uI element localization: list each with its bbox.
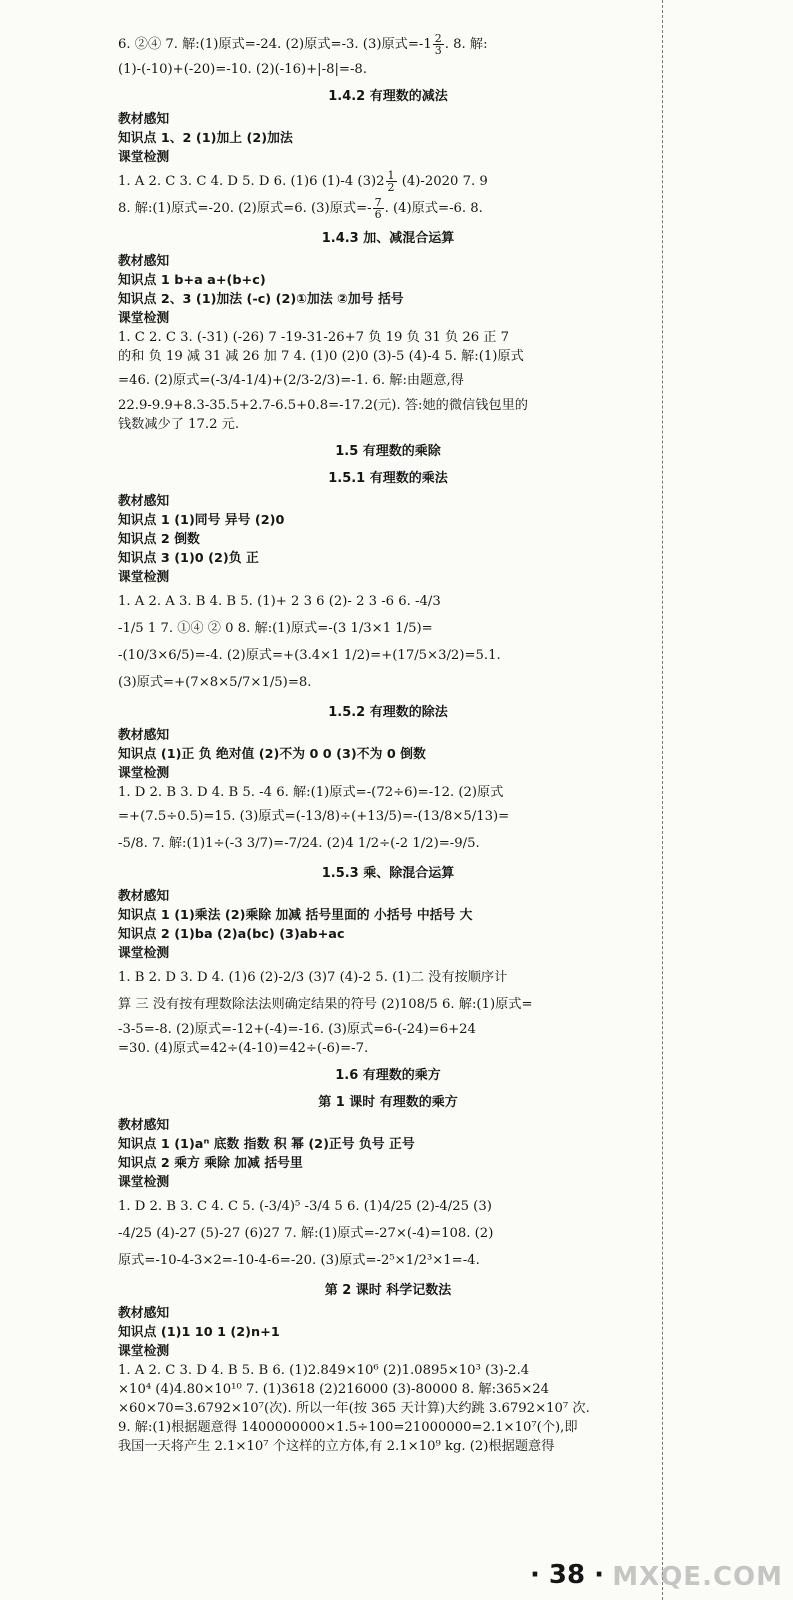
section-title: 1.5.2 有理数的除法 [328, 705, 448, 720]
section-title: 1.4.2 有理数的减法 [328, 89, 448, 104]
text-line: -1/5 1 7. ①④ ② 0 8. 解:(1)原式=-(3 1/3×1 1/5)= [118, 621, 433, 636]
subheading: 课堂检测 [118, 1175, 170, 1190]
subheading: 教材感知 [118, 112, 170, 127]
text-line: 9. 解:(1)根据题意得 1400000000×1.5÷100=21000000=2.1×10⁷(个),即 [118, 1420, 578, 1435]
section-title: 1.5.1 有理数的乘法 [328, 471, 448, 486]
subheading: 课堂检测 [118, 946, 170, 961]
text-line: 22.9-9.9+8.3-35.5+2.7-6.5+0.8=-17.2(元). 答:她的微信钱包里的 [118, 398, 528, 413]
knowledge-point: 知识点 2、3 (1)加法 (-c) (2)①加法 ②加号 括号 [118, 292, 404, 307]
knowledge-point: 知识点 2 倒数 [118, 532, 200, 547]
text-line [118, 33, 658, 57]
text-line: -(10/3×6/5)=-4. (2)原式=+(3.4×1 1/2)=+(17/5×3/2)=5.1. [118, 648, 501, 663]
knowledge-point: 知识点 1 (1)同号 异号 (2)0 [118, 513, 285, 528]
subheading: 教材感知 [118, 254, 170, 269]
answer-page [118, 30, 658, 1456]
knowledge-point: 知识点 1 (1)乘法 (2)乘除 加减 括号里面的 小括号 中括号 大 [118, 908, 473, 923]
text-line: -5/8. 7. 解:(1)1÷(-3 3/7)=-7/24. (2)4 1/2÷(-2 1/2)=-9/5. [118, 836, 480, 851]
subheading: 课堂检测 [118, 766, 170, 781]
section-title: 1.6 有理数的乘方 [335, 1068, 441, 1083]
text: . 8. 解: [444, 37, 488, 52]
watermark-logo: MXQE.COM [612, 1562, 783, 1592]
subheading: 教材感知 [118, 1118, 170, 1133]
text-line: 1. A 2. C 3. C 4. D 5. D 6. (1)6 (1)-4 (3)2 $\frac{1}{2}$ (4)-2020 7. 9 [118, 169, 488, 194]
text-line: -4/25 (4)-27 (5)-27 (6)27 7. 解:(1)原式=-27×(-4)=108. (2) [118, 1226, 494, 1241]
knowledge-point: 知识点 2 乘方 乘除 加减 括号里 [118, 1156, 303, 1171]
fraction: $\frac{2}{3}$ [434, 32, 442, 57]
section-title: 1.5 有理数的乘除 [335, 444, 441, 459]
text-line: 1. D 2. B 3. D 4. B 5. -4 6. 解:(1)原式=-(72÷6)=-12. (2)原式 [118, 785, 504, 800]
knowledge-point: 知识点 2 (1)ba (2)a(bc) (3)ab+ac [118, 927, 345, 942]
text-line: =30. (4)原式=42÷(4-10)=42÷(-6)=-7. [118, 1041, 369, 1056]
text: 6. ②④ 7. 解:(1)原式=-24. (2)原式=-3. (3)原式=-1 [118, 37, 432, 52]
knowledge-point: 知识点 1、2 (1)加上 (2)加法 [118, 131, 293, 146]
fraction: $\frac{7}{6}$ [374, 196, 382, 221]
knowledge-point: 知识点 1 (1)aⁿ 底数 指数 积 幂 (2)正号 负号 正号 [118, 1137, 415, 1152]
section-title: 第 2 课时 科学记数法 [324, 1283, 452, 1298]
text-line: -3-5=-8. (2)原式=-12+(-4)=-16. (3)原式=6-(-24)=6+24 [118, 1022, 476, 1037]
subheading: 课堂检测 [118, 570, 170, 585]
subheading: 课堂检测 [118, 150, 170, 165]
text-line: 我国一天将产生 2.1×10⁷ 个这样的立方体,有 2.1×10⁹ kg. (2)根据题意得 [118, 1439, 555, 1454]
subheading: 课堂检测 [118, 311, 170, 326]
subheading: 课堂检测 [118, 1344, 170, 1359]
text-line: (3)原式=+(7×8×5/7×1/5)=8. [118, 675, 312, 690]
text-line: 1. A 2. A 3. B 4. B 5. (1)+ 2 3 6 (2)- 2 3 -6 6. -4/3 [118, 594, 441, 609]
section-title: 第 1 课时 有理数的乘方 [318, 1095, 458, 1110]
text-line: ×10⁴ (4)4.80×10¹⁰ 7. (1)3618 (2)216000 (3)-80000 8. 解:365×24 [118, 1382, 550, 1397]
text-line: ×60×70=3.6792×10⁷(次). 所以一年(按 365 天计算)大约跳 3.6792×10⁷ 次. [118, 1401, 590, 1416]
text-line: (1)-(-10)+(-20)=-10. (2)(-16)+|-8|=-8. [118, 62, 367, 77]
text-line: 原式=-10-4-3×2=-10-4-6=-20. (3)原式=-2⁵×1/2³×1=-4. [118, 1253, 480, 1268]
text-line: 1. C 2. C 3. (-31) (-26) 7 -19-31-26+7 负 19 负 31 负 26 正 7 [118, 330, 510, 345]
fraction: $\frac{1}{2}$ [387, 169, 395, 194]
subheading: 教材感知 [118, 728, 170, 743]
text-line: =46. (2)原式=(-3/4-1/4)+(2/3-2/3)=-1. 6. 解:由题意,得 [118, 373, 464, 388]
text-line: 1. D 2. B 3. C 4. C 5. (-3/4)⁵ -3/4 5 6. (1)4/25 (2)-4/25 (3) [118, 1199, 492, 1214]
text-line: 钱数减少了 17.2 元. [118, 417, 240, 432]
subheading: 教材感知 [118, 494, 170, 509]
text-line: 1. A 2. C 3. D 4. B 5. B 6. (1)2.849×10⁶ (2)1.0895×10³ (3)-2.4 [118, 1363, 530, 1378]
text-line: 8. 解:(1)原式=-20. (2)原式=6. (3)原式=- $\frac{7}{6}$ . (4)原式=-6. 8. [118, 196, 483, 221]
column-divider [662, 0, 663, 1600]
subheading: 教材感知 [118, 1306, 170, 1321]
knowledge-point: 知识点 1 b+a a+(b+c) [118, 273, 266, 288]
knowledge-point: 知识点 (1)正 负 绝对值 (2)不为 0 0 (3)不为 0 倒数 [118, 747, 426, 762]
subheading: 教材感知 [118, 889, 170, 904]
text-line: =+(7.5÷0.5)=15. (3)原式=(-13/8)÷(+13/5)=-(13/8×5/13)= [118, 809, 510, 824]
knowledge-point: 知识点 (1)1 10 1 (2)n+1 [118, 1325, 280, 1340]
knowledge-point: 知识点 3 (1)0 (2)负 正 [118, 551, 259, 566]
text-line: 1. B 2. D 3. D 4. (1)6 (2)-2/3 (3)7 (4)-2 5. (1)二 没有按顺序计 [118, 970, 508, 985]
text-line: 算 三 没有按有理数除法法则确定结果的符号 (2)108/5 6. 解:(1)原式= [118, 997, 533, 1012]
text-line: 的和 负 19 减 31 减 26 加 7 4. (1)0 (2)0 (3)-5 (4)-4 5. 解:(1)原式 [118, 349, 524, 364]
section-title: 1.4.3 加、减混合运算 [321, 231, 455, 246]
section-title: 1.5.3 乘、除混合运算 [321, 866, 455, 881]
page-number: · 38 · [530, 1560, 605, 1590]
